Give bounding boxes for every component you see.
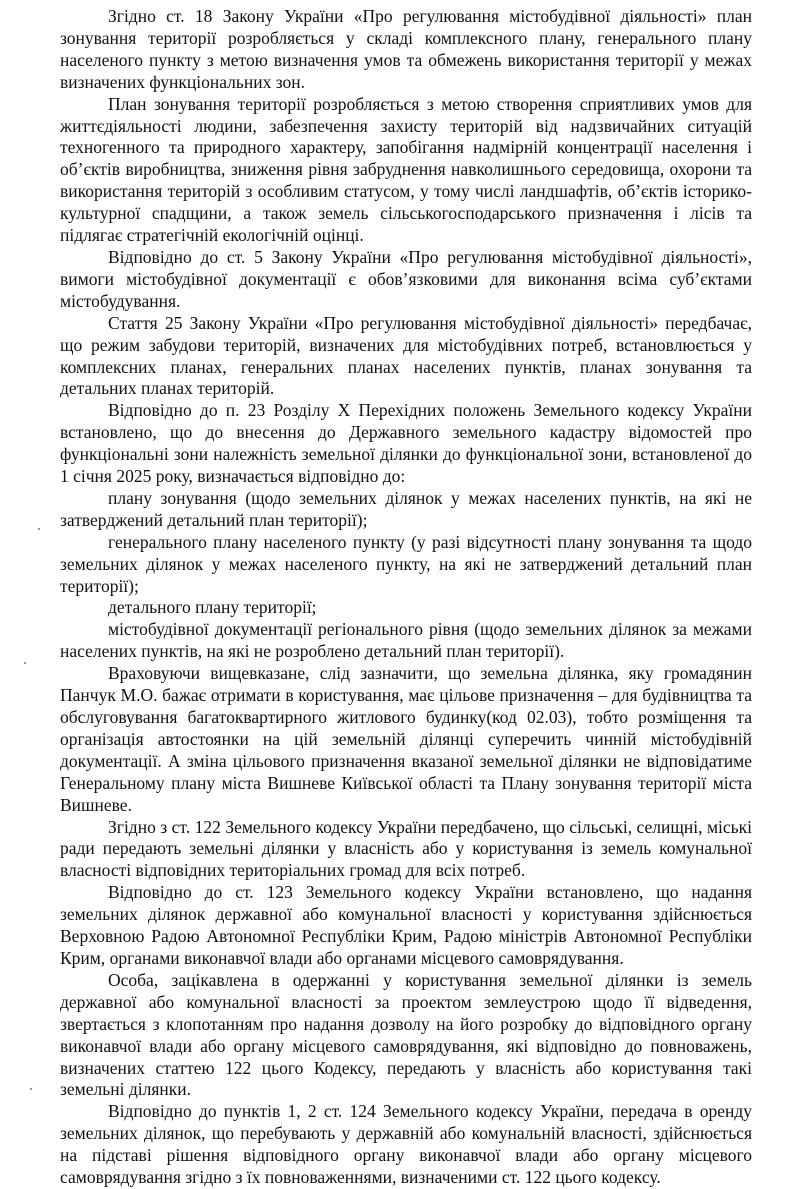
paragraph-applicant-procedure: Особа, зацікавлена в одержанні у користування земельної ділянки із земель державної або комунальної власності за проектом землеустрою щодо її відведення, звертається з клопотанням про надання дозволу на його розробку до відповідного органу виконавчої влади або органу місцевого самоврядування, які відповідно до повноважень, визначених статтею 122 цього Кодексу, передають у власність або користування такі земельні ділянки. <box>60 969 752 1100</box>
paragraph-conclusion-parking: Враховуючи вищевказане, слід зазначити, що земельна ділянка, яку громадянин Панчук М.О. бажає отримати в користування, має цільове призначення – для будівництва та обслуговування багатоквартирного житлового будинку(код 02.03), тобто розміщення та організація автостоянки на цій земельній ділянці суперечить чинній містобудівній документації. А зміна цільового призначення вказаної земельної ділянки не відповідатиме Генеральному плану міста Вишневе Київської області та Плану зонування території міста Вишневе. <box>60 663 752 815</box>
list-item-general-plan: генерального плану населеного пункту (у разі відсутності плану зонування та щодо земельних ділянок у межах населеного пункту, на які не затверджений детальний план території); <box>60 531 752 596</box>
scan-speck <box>30 1088 32 1090</box>
paragraph-art5-requirements: Відповідно до ст. 5 Закону України «Про регулювання містобудівної діяльності», вимоги містобудівної документації є обов’язковими для виконання всіма суб’єктами містобудування. <box>60 246 752 311</box>
document-page <box>60 6 752 1189</box>
paragraph-zoning-purpose: План зонування території розробляється з метою створення сприятливих умов для життєдіяльності людини, забезпечення захисту територій від надзвичайних ситуацій техногенного та природного характеру, запобігання надмірній концентрації населення і об’єктів виробництва, зниження рівня забруднення навколишнього середовища, охорони та використання територій з особливим статусом, у тому числі ландшафтів, об’єктів історико-культурної спадщини, а також земель сільськогосподарського призначення і лісів та підлягає стратегічній екологічній оцінці. <box>60 93 752 246</box>
list-item-regional-documentation: містобудівної документації регіонального рівня (щодо земельних ділянок за межами населених пунктів, на які не розроблено детальний план території). <box>60 619 752 662</box>
paragraph-art123: Відповідно до ст. 123 Земельного кодексу України встановлено, що надання земельних ділянок державної або комунальної власності у користування здійснюється Верховною Радою Автономної Республіки Крим, Радою міністрів Автономної Республіки Крим, органами виконавчої влади або органами місцевого самоврядування. <box>60 882 752 968</box>
scan-speck <box>38 528 40 530</box>
list-item-detailed-plan: детального плану території; <box>108 597 317 618</box>
paragraph-zoning-plan-art18: Згідно ст. 18 Закону України «Про регулювання містобудівної діяльності» план зонування території розробляється у складі комплексного плану, генерального плану населеного пункту з метою визначення умов та обмежень використання території у межах визначених функціональних зон. <box>60 6 752 92</box>
list-item-zoning-plan: плану зонування (щодо земельних ділянок у межах населених пунктів, на які не затверджений детальний план території); <box>60 487 752 530</box>
paragraph-art25-building-regime: Стаття 25 Закону України «Про регулювання містобудівної діяльності» передбачає, що режим забудови територій, визначених для містобудівних потреб, встановлюється у комплексних планах, генеральних планах населених пунктів, планах зонування та детальних планах територій. <box>60 312 752 399</box>
scan-speck <box>24 662 26 664</box>
paragraph-transitional-provisions: Відповідно до п. 23 Розділу X Перехідних положень Земельного кодексу України встановлено, що до внесення до Державного земельного кадастру відомостей про функціональні зони належність земельної ділянки до функціональної зони, встановленої до 1 січня 2025 року, визначається відповідно до: <box>60 400 752 487</box>
paragraph-art124-lease: Відповідно до пунктів 1, 2 ст. 124 Земельного кодексу України, передача в оренду земельних ділянок, що перебувають у державній або комунальній власності, здійснюється на підставі рішення відповідного органу виконавчої влади або органу місцевого самоврядування згідно з їх повноваженнями, визначеними ст. 122 цього кодексу. <box>60 1101 752 1188</box>
paragraph-art122: Згідно з ст. 122 Земельного кодексу України передбачено, що сільські, селищні, міські ради передають земельні ділянки у власність або у користування із земель комунальної власності відповідних територіальних громад для всіх потреб. <box>60 816 752 881</box>
